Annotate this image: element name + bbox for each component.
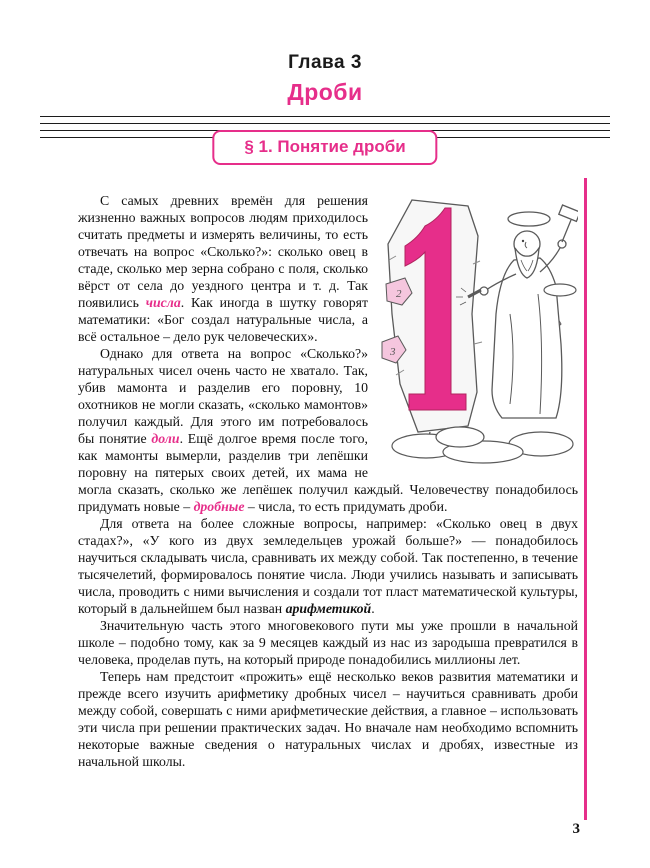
accent-term: числа [145,295,181,310]
halo-icon [508,212,550,226]
text-segment: Однако для ответа на вопрос «Сколько?» натуральных чисел очень часто не хватало. Так, убив мамонта и разделив его поровну, 10 охотников не могли сказать, «сколько мамонтов» получил каждый. Для этого им потребовалось бы понятие [78,346,368,446]
section-title-box [212,130,437,165]
hammer-icon [559,205,578,242]
accent-term: дробные [193,499,245,514]
robe [492,258,562,418]
body-text [78,192,578,770]
text-segment: . [371,601,375,616]
chapter-heading: Глава 3 [288,52,362,73]
paragraph [78,668,578,770]
paragraph [78,515,578,617]
emphasis-term: арифметикой [285,601,372,616]
illustration-god-carving-number-one [378,194,578,468]
ruled-lines [0,116,650,180]
section-title: § 1. Понятие дроби [244,137,406,156]
text-segment: . Как иногда в шутку говорят математики: «Бог создал натуральные числа, а всё остальное – дело рук человеческих». [78,295,368,344]
page-margin-line [584,178,587,820]
paragraph [78,617,578,668]
text-segment: . Ещё долгое время после того, как мамонты вымерли, разделив три лепёшки поровну на пятерых своих детей, их мама не могла сказать, сколько же лепёшек получил каждый. Человечеству понадобилось придумать новые – [78,431,578,514]
page-number: 3 [572,821,580,837]
accent-term: доли [151,431,180,446]
text-segment: Теперь нам предстоит «прожить» ещё несколько веков развития математики и прежде всего изучить арифметику дробных чисел – научиться сравнивать дроби между собой, совершать с ними арифметические действия, а главное – использовать эти числа при решении практических задач. Но вначале нам необходимо вспомнить некоторые важные сведения о натуральных числах и дробях, известные из начальной школы. [78,669,578,769]
rule-line [40,116,610,117]
text-segment: Значительную часть этого многовекового пути мы уже прошли в начальной школе – подобно тому, как за 9 месяцев каждый из нас из зародыша превратился в человека, проделав путь, на который природе понадобились миллионы лет. [78,618,578,667]
text-segment: Для ответа на более сложные вопросы, например: «Сколько овец в двух стадах?», «У кого из двух земледельцев урожай больше?» — понадобилось научиться складывать числа, сравнивать их между собой. Так постепенно, в течение тысячелетий, формировалось понятие числа. Люди учились называть и записывать числа, проводить с ними вычисления и создали тот пласт математической культуры, который в дальнейшем был назван [78,516,578,616]
text-segment: С самых древних времён для решения жизненно важных вопросов людям приходилось считать предметы и измерять величины, то есть отвечать на вопрос «Сколько?»: сколько овец в стаде, сколько мер зерна собрано с поля, сколько вёрст от села до уездного центра и т. д. Так появились [78,193,368,310]
svg-text:2: 2 [396,288,402,300]
chapter-title: Дроби [287,79,363,105]
text-segment: – числа, то есть придумать дроби. [244,499,448,514]
rule-line [40,123,610,124]
svg-text:3: 3 [390,346,396,358]
